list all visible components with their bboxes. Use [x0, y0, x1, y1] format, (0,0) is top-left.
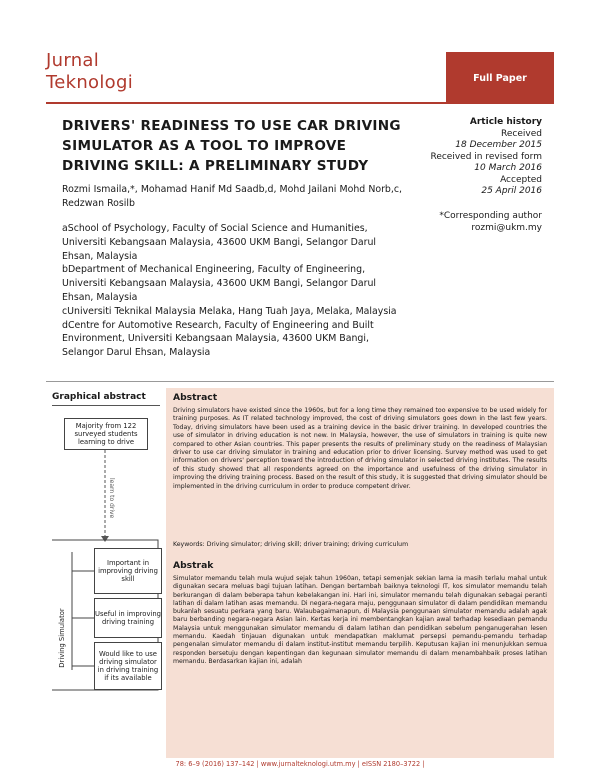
- full-paper-badge: [446, 52, 554, 104]
- flow-arrow-head: [101, 536, 109, 542]
- graphical-abstract-heading: Graphical abstract: [52, 392, 146, 402]
- article-history: [412, 117, 542, 198]
- revised-date: 10 March 2016: [474, 163, 542, 173]
- full-paper-label: Full Paper: [473, 72, 527, 84]
- header-rule: [46, 102, 446, 104]
- page-footer: 78: 6–9 (2016) 137–142 | www.jurnalteknologi.utm.my | eISSN 2180–3722 |: [175, 760, 425, 768]
- paper-title: DRIVERS' READINESS TO USE CAR DRIVING SIMULATOR AS A TOOL TO IMPROVE DRIVING SKILL: A PRELIMINARY STUDY: [62, 118, 401, 174]
- journal-logo: [46, 50, 142, 94]
- affiliation-d: dCentre for Automotive Research, Faculty of Engineering and Built Environment, Universiti Kebangsaan Malaysia, 43600 UKM Bangi, Selangor Darul Ehsan, Malaysia: [62, 319, 374, 359]
- journal-name-line2: Teknologi: [46, 72, 133, 93]
- useful-box-text: Useful in improving driving training: [95, 610, 161, 626]
- would-use-box-text: Would like to use driving simulator in driving training if its available: [97, 650, 159, 682]
- author-list: Rozmi Ismaila,*, Mohamad Hanif Md Saadb,d, Mohd Jailani Mohd Norb,c, Redzwan Rosilb: [62, 184, 402, 209]
- affiliations: [62, 222, 402, 360]
- section-divider: [46, 381, 554, 382]
- simulator-side-label: Driving Simulator: [58, 608, 66, 668]
- journal-name-line1: Jurnal: [46, 50, 100, 71]
- affiliation-b: bDepartment of Mechanical Engineering, Faculty of Engineering, Universiti Kebangsaan Malaysia, 43600 UKM Bangi, Selangor Darul Ehsan, Malaysia: [62, 264, 376, 303]
- corresponding-label: *Corresponding author: [439, 211, 542, 221]
- affiliation-c: cUniversiti Teknikal Malaysia Melaka, Hang Tuah Jaya, Melaka, Malaysia: [62, 305, 397, 317]
- revised-label: Received in revised form: [430, 151, 542, 162]
- accepted-date: 25 April 2016: [481, 186, 542, 196]
- history-heading: Article history: [469, 117, 542, 127]
- received-date: 18 December 2015: [455, 140, 542, 150]
- abstrak-text: Simulator memandu telah mula wujud sejak tahun 1960an, tetapi semenjak sekian lama ia masih terlalu mahal untuk digunakan secara meluas bagi tujuan latihan. Dengan bertambah baiknya teknologi IT, kos simulator memandu telah berkurangan di dalam beberapa tahun kebelakangan ini. Hari ini, simulator memandu telah digunakan sebagai peranti latihan di dalam latihan asas memandu. Di negara-negara maju, penggunaan simulator di dalam pendidikan memandu bukanlah sesuatu perkara yang baru. Walaubagaimanapun, di Malaysia penggunaan simulator memandu adalah agak baru berbanding negara-negara Asian lain. Kertas kerja ini membentangkan kajian awal terhadap kesediaan pemandu Malaysia untuk menggunakan simulator memandu di dalam latihan dan pendidikan sebelum penganugerahan lesen memandu. Kaedah tinjauan digunakan untuk mendapatkan maklumat persepsi pemandu-pemandu terhadap pengenalan simulator memandu di dalam institut-institut memandu terpilih. Keputusan kajian ini menunjukkan semua responden bersetuju dengan kepentingan dan kegunaan simulator memandu di dalam menambahbaik proses latihan memandu. Berdasarkan kajian ini, adalah: [173, 575, 547, 665]
- corresponding-author: [412, 210, 542, 234]
- arrow-label: learn to drive: [108, 478, 115, 519]
- would-use-box: [94, 642, 162, 690]
- abstrak-heading: Abstrak: [173, 560, 214, 571]
- accepted-label: Accepted: [500, 174, 542, 185]
- graphical-abstract-rule: [52, 405, 160, 406]
- useful-box: [94, 598, 162, 638]
- abstract-text: Driving simulators have existed since the 1960s, but for a long time they remained too expensive to be used widely for training purposes. As IT related technology improved, the cost of driving simulators goes down in the last few years. Today, driving simulators have been used as a training device in the basic driver training. In developed countries the use of simulator in driving education is not new. In Malaysia, however, the use of simulators in training is quite new compared to other Asian countries. This paper presents the results of preliminary study on the readiness of Malaysian driver to use car driving simulator in training and education prior to driver licensing. Survey method was used to get information on drivers' perception toward the introduction of driving simulator in selected driving institutes. The results of this study showed that all respondents agreed on the importance and usefulness of the driving simulator in improving the driving training process. Based on the result of this study, it is suggested that driving simulator should be implemented in the driving curriculum in order to produce competent driver.: [173, 407, 547, 490]
- majority-box-text: Majority from 122 surveyed students learning to drive: [74, 422, 138, 446]
- abstract-heading: Abstract: [173, 392, 218, 403]
- important-box-text: Important in improving driving skill: [98, 559, 158, 583]
- majority-box: [64, 418, 148, 450]
- received-label: Received: [501, 128, 542, 139]
- corresponding-email[interactable]: rozmi@ukm.my: [471, 223, 542, 233]
- affiliation-a: aSchool of Psychology, Faculty of Social Science and Humanities, Universiti Kebangsaan Malaysia, 43600 UKM Bangi, Selangor Darul Ehsan, Malaysia: [62, 223, 376, 262]
- keywords: Keywords: Driving simulator; driving skill; driver training; driving curriculum: [173, 541, 409, 548]
- important-box: [94, 548, 162, 594]
